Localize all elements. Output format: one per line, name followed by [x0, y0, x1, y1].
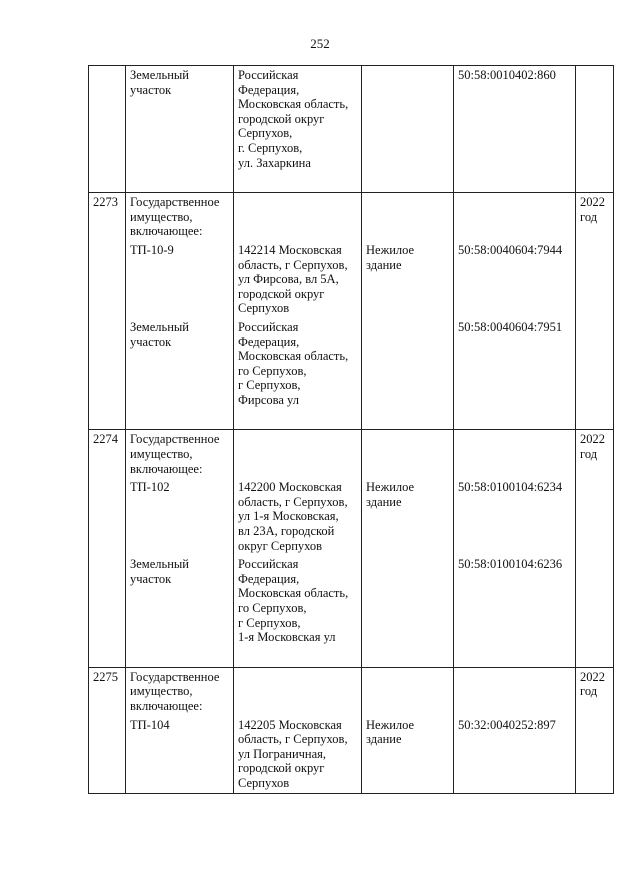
year — [576, 716, 614, 793]
year: 2022 год — [576, 193, 614, 241]
object-type — [362, 430, 454, 478]
row-spacer — [89, 409, 614, 430]
object-type: Нежилое здание — [362, 241, 454, 318]
year — [576, 66, 614, 173]
object-address: 142205 Московская область, г Серпухов, ул Пограничная, городской округ Серпухов — [234, 716, 362, 793]
table-row — [89, 716, 614, 793]
row-number — [89, 478, 126, 555]
year — [576, 318, 614, 410]
object-address: Российская Федерация, Московская область, городской округ Серпухов, г. Серпухов, ул. Захаркина — [234, 66, 362, 173]
table-row — [89, 667, 614, 715]
cadastral-number: 50:58:0100104:6236 — [454, 555, 576, 647]
table-row — [89, 430, 614, 478]
object-name: Государственное имущество, включающее: — [126, 193, 234, 241]
row-number: 2275 — [89, 667, 126, 715]
object-address — [234, 193, 362, 241]
year — [576, 555, 614, 647]
year: 2022 год — [576, 430, 614, 478]
row-number: 2274 — [89, 430, 126, 478]
row-number — [89, 241, 126, 318]
object-address — [234, 667, 362, 715]
row-spacer — [89, 647, 614, 668]
cadastral-number — [454, 193, 576, 241]
row-number — [89, 66, 126, 173]
object-name: Земельный участок — [126, 555, 234, 647]
table-row — [89, 66, 614, 173]
object-name: ТП-10-9 — [126, 241, 234, 318]
object-address: Российская Федерация, Московская область, го Серпухов, г Серпухов, 1-я Московская ул — [234, 555, 362, 647]
object-type — [362, 667, 454, 715]
object-type: Нежилое здание — [362, 478, 454, 555]
object-name: ТП-102 — [126, 478, 234, 555]
property-registry-table — [88, 65, 614, 794]
table-row — [89, 193, 614, 241]
object-name: Государственное имущество, включающее: — [126, 667, 234, 715]
object-address: Российская Федерация, Московская область, го Серпухов, г Серпухов, Фирсова ул — [234, 318, 362, 410]
object-name: Государственное имущество, включающее: — [126, 430, 234, 478]
page-number: 252 — [310, 36, 330, 51]
object-name: ТП-104 — [126, 716, 234, 793]
year: 2022 год — [576, 667, 614, 715]
table-row — [89, 318, 614, 410]
object-type — [362, 66, 454, 173]
cadastral-number: 50:58:0100104:6234 — [454, 478, 576, 555]
cadastral-number — [454, 667, 576, 715]
cadastral-number: 50:58:0010402:860 — [454, 66, 576, 173]
object-address: 142214 Московская область, г Серпухов, ул Фирсова, вл 5А, городской округ Серпухов — [234, 241, 362, 318]
object-address: 142200 Московская область, г Серпухов, ул 1-я Московская, вл 23А, городской округ Серпухов — [234, 478, 362, 555]
year — [576, 241, 614, 318]
table-row — [89, 241, 614, 318]
cadastral-number: 50:32:0040252:897 — [454, 716, 576, 793]
object-type — [362, 555, 454, 647]
row-number — [89, 318, 126, 410]
cadastral-number: 50:58:0040604:7951 — [454, 318, 576, 410]
object-name: Земельный участок — [126, 318, 234, 410]
object-type — [362, 193, 454, 241]
row-number — [89, 555, 126, 647]
object-address — [234, 430, 362, 478]
row-number — [89, 716, 126, 793]
row-spacer — [89, 172, 614, 193]
object-name: Земельный участок — [126, 66, 234, 173]
table-row — [89, 555, 614, 647]
object-type — [362, 318, 454, 410]
year — [576, 478, 614, 555]
row-number: 2273 — [89, 193, 126, 241]
cadastral-number — [454, 430, 576, 478]
cadastral-number: 50:58:0040604:7944 — [454, 241, 576, 318]
object-type: Нежилое здание — [362, 716, 454, 793]
table-row — [89, 478, 614, 555]
